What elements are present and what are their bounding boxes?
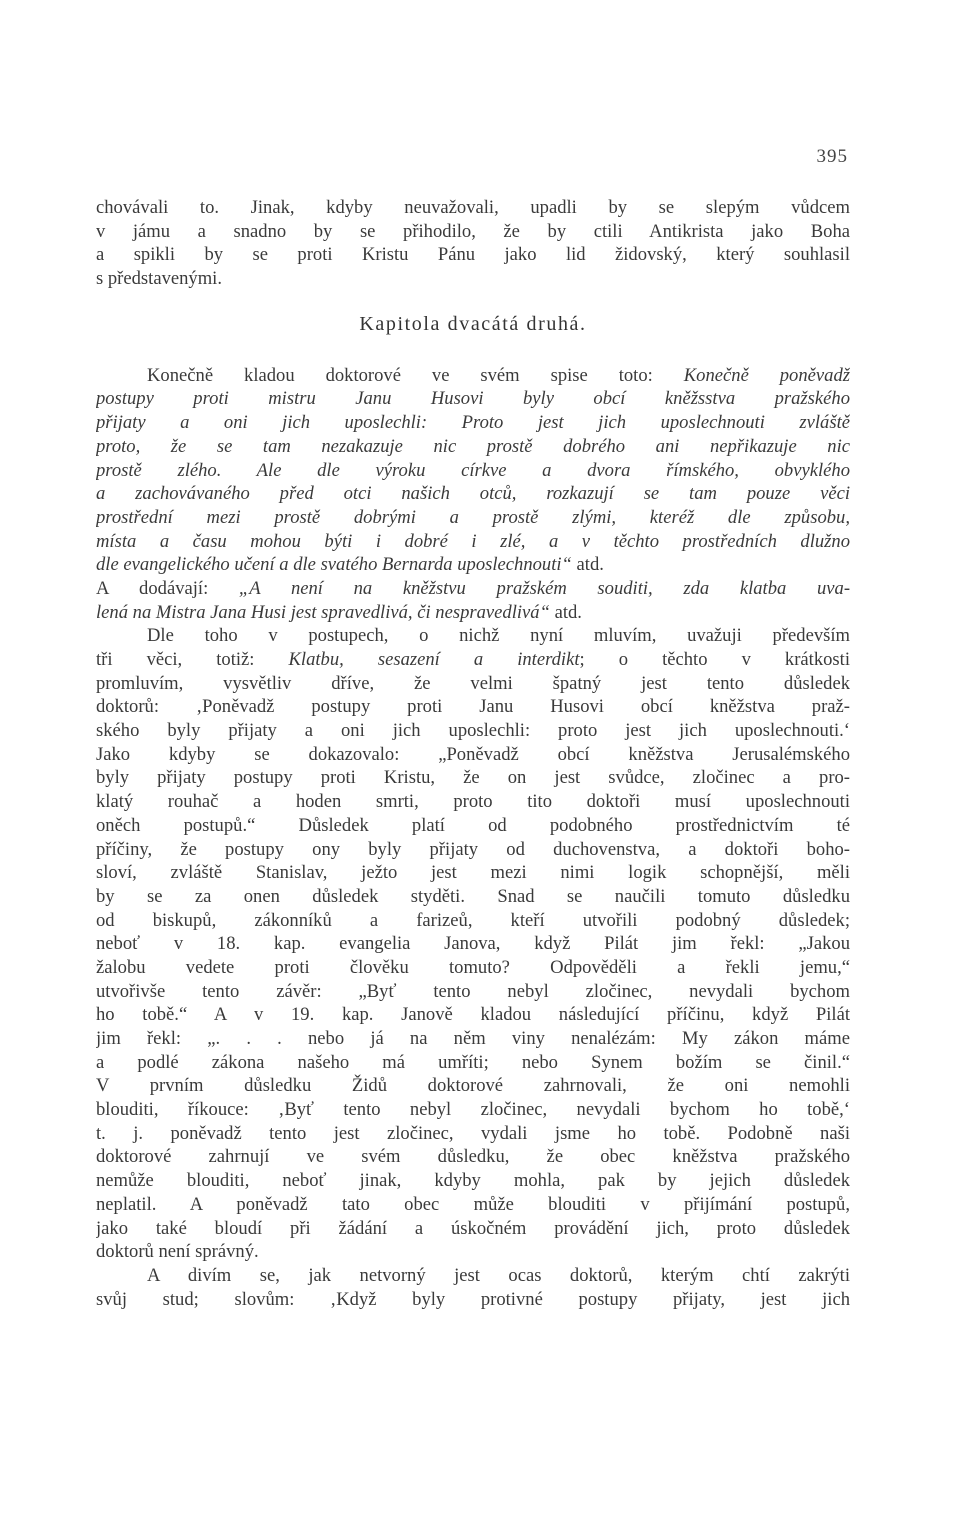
text-line: žalobu vedete proti člověku tomuto? Odpověděli a řekli jemu,“ (96, 956, 850, 978)
text-line: svůj stud; slovům: ‚Když byly protivné postupy přijaty, jest jich (96, 1288, 850, 1310)
quoted-line: proto, že se tam nezakazuje nic prostě dobrého ani nepřikazuje nic (96, 435, 850, 457)
quoted-line: a zachovávaného před otci našich otců, rozkazují se tam pouze věci (96, 483, 850, 505)
text-line: Dle toho v postupech, o nichž nyní mluvím, uvažuji především (147, 625, 850, 647)
text-line: t. j. poněvadž tento jest zločinec, vydali jsme ho tobě. Podobně naši (96, 1122, 850, 1144)
text-line: doktorů není správný. (96, 1241, 259, 1263)
text-line: ského byly přijaty a oni jich uposlechli: proto jest jich uposlechnouti.‘ (96, 720, 850, 742)
paragraph-doctors-claim (96, 364, 850, 625)
text-run: atd. (571, 554, 604, 576)
text-column (96, 196, 850, 1311)
text-line: a spikli by se proti Kristu Pánu jako lid židovský, který souhlasil (96, 244, 850, 266)
quoted-text: Klatbu, sesazení a interdikt (288, 649, 580, 670)
text-line (96, 577, 850, 601)
text-line (96, 364, 850, 388)
text-line: byly přijaty postupy proti Kristu, že on jest svůdce, zločinec a pro- (96, 767, 850, 789)
text-line: klatý rouhač a hoden smrti, proto tito doktoři musí uposlechnouti (96, 791, 850, 813)
quoted-text: Konečně poněvadž (683, 364, 850, 386)
text-line: v jámu a snadno by se přihodilo, že by ctili Antikrista jako Boha (96, 220, 850, 242)
text-line: ho tobě.“ A v 19. kap. Janově kladou následující příčinu, když Pilát (96, 1004, 850, 1026)
text-line: Jako kdyby se dokazovalo: „Poněvadž obcí kněžstva Jerusalémského (96, 743, 850, 765)
text-line (96, 601, 850, 625)
paragraph-argument (96, 624, 850, 1264)
text-line: neplatil. A poněvadž tato obec může blouditi v přijímání postupů, (96, 1193, 850, 1215)
text-line: V prvním důsledku Židů doktorové zahrnovali, že oni nemohli (96, 1075, 850, 1097)
text-run: Konečně kladou doktorové ve svém spise toto: (147, 364, 684, 386)
text-line: jako také bloudí při žádání a úskočném provádění jich, proto důsledek (96, 1217, 850, 1239)
page-number: 395 (816, 146, 848, 167)
text-line: jim řekl: „. . . nebo já na něm viny nenalézám: My zákon máme (96, 1028, 850, 1049)
text-run: A dodávají: (96, 577, 239, 599)
quoted-text: dle evangelického učení a dle svatého Bernarda uposlechnouti“ (96, 554, 572, 576)
text-line: příčiny, že postupy ony byly přijaty od duchovenstva, a doktoři boho- (96, 838, 850, 860)
quoted-text: „A není na kněžstvu pražském souditi, zda klatba uva- (238, 577, 850, 599)
text-line: utvořivše tento závěr: „Byť tento nebyl zločinec, nevydali bychom (96, 980, 850, 1002)
text-line: by se za onen důsledek styděti. Snad se naučili tomuto důsledku (96, 885, 850, 907)
text-line: nemůže blouditi, neboť jinak, kdyby mohla, pak by jejich důsledek (96, 1170, 850, 1192)
text-run: tři věci, totiž: (96, 649, 289, 670)
quoted-text: lená na Mistra Jana Husi jest spravedlivá, či nespravedlivá“ (96, 601, 550, 623)
text-line: promluvím, vysvětliv dříve, že velmi špatný jest tento důsledek (96, 672, 850, 694)
quoted-line: prostřední mezi prostě dobrými a prostě zlými, kteréž dle způsobu, (96, 506, 850, 528)
text-line: doktorové zahrnují ve svém důsledku, že obec kněžstva pražského (96, 1146, 850, 1168)
text-line: neboť v 18. kap. evangelia Janova, když Pilát jim řekl: „Jakou (96, 933, 850, 955)
chapter-heading: Kapitola dvacátá druhá. (359, 312, 587, 335)
text-line: od biskupů, zákonníků a farizeů, kteří utvořili podobný důsledek; (96, 909, 850, 931)
quoted-line: prostě zlého. Ale dle výroku církve a dvora římského, obvyklého (96, 459, 850, 481)
text-run: atd. (549, 601, 582, 623)
text-line: A divím se, jak netvorný jest ocas doktorů, kterým chtí zakrýti (147, 1264, 850, 1286)
text-line: oněch postupů.“ Důsledek platí od podobného prostřednictvím té (96, 814, 850, 836)
quoted-line: postupy proti mistru Janu Husovi byly obcí kněžsstva pražského (96, 388, 850, 410)
paragraph-closing (96, 1264, 850, 1311)
text-line: blouditi, říkouce: ‚Byť tento nebyl zločinec, nevydali bychom ho tobě,‘ (96, 1099, 850, 1121)
quoted-line: přijaty a oni jich uposlechli: Proto jest jich uposlechnouti zvláště (96, 412, 850, 434)
text-line (96, 648, 850, 672)
text-line: chovávali to. Jinak, kdyby neuvažovali, upadli by se slepým vůdcem (96, 197, 850, 218)
text-line: doktorů: ‚Poněvadž postupy proti Janu Husovi obcí kněžstva praž- (96, 696, 850, 718)
quoted-line: místa a času mohou býti i dobré i zlé, a v těchto prostředních dlužno (96, 530, 850, 552)
text-line: sloví, zvláště Stanislav, ježto jest mezi nimi logik schopnější, měli (96, 862, 850, 884)
text-line (96, 553, 850, 577)
text-line: a podlé zákona našeho má umříti; nebo Synem božím se činil.“ (96, 1051, 850, 1073)
text-run: ; o těchto v krátkosti (579, 649, 850, 670)
text-line: s představenými. (96, 268, 222, 290)
